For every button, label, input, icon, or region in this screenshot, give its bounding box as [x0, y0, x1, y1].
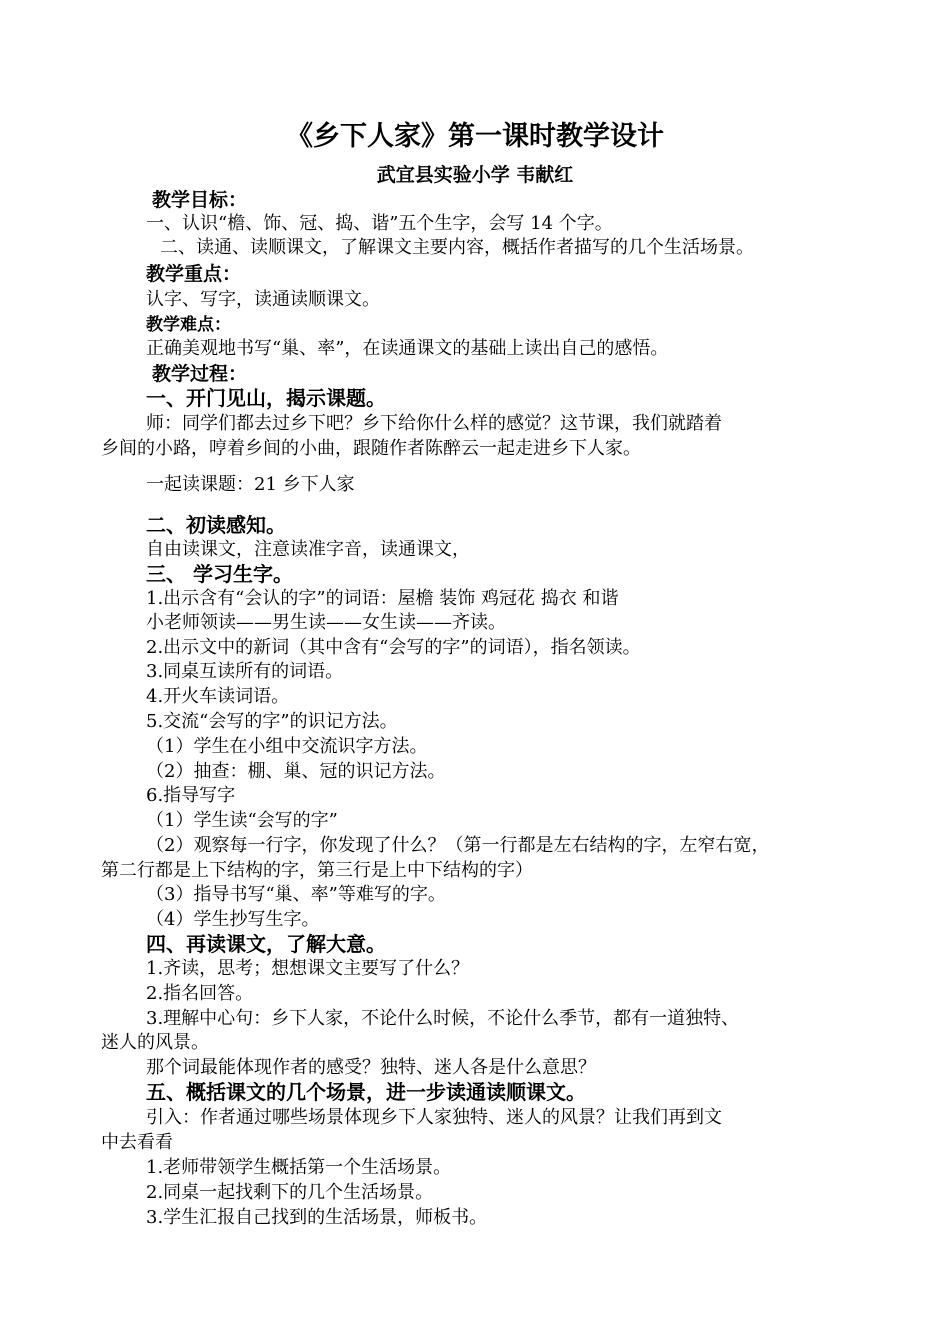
list-item: 5.交流“会写的字”的识记方法。: [146, 711, 398, 732]
goals-heading: 教学目标：: [152, 189, 248, 211]
section-heading: 五、概括课文的几个场景，进一步读通读顺课文。: [146, 1080, 586, 1104]
list-item: （1）学生在小组中交流识字方法。: [146, 736, 428, 757]
list-item: 2.出示文中的新词（其中含有“会写的字”的词语），指名领读。: [146, 637, 641, 658]
list-item: （2）观察每一行字，你发现了什么？（第一行都是左右结构的字，左窄右宽，: [146, 835, 770, 856]
list-item: 1.老师带领学生概括第一个生活场景。: [146, 1157, 452, 1178]
section-heading: 四、再读课文，了解大意。: [146, 932, 386, 956]
list-item: 第二行都是上下结构的字，第三行是上中下结构的字）: [101, 860, 533, 881]
list-item: 2.同桌一起找剩下的几个生活场景。: [146, 1182, 434, 1203]
list-item: 3.同桌互读所有的词语。: [146, 661, 344, 682]
goal-item: 二、读通、读顺课文，了解课文主要内容，概括作者描写的几个生活场景。: [160, 237, 754, 258]
key-points-heading: 教学重点：: [146, 263, 242, 285]
page-title: 《乡下人家》第一课时教学设计: [286, 121, 664, 152]
paragraph-line: 引入：作者通过哪些场景体现乡下人家独特、迷人的风景？让我们再到文: [146, 1107, 722, 1128]
list-item: 1.齐读，思考；想想课文主要写了什么？: [146, 958, 470, 979]
list-item: 迷人的风景。: [101, 1032, 209, 1053]
section-heading: 一、开门见山，揭示课题。: [146, 386, 386, 410]
list-item: 小老师领读——男生读——女生读——齐读。: [146, 612, 506, 633]
paragraph-line: 乡间的小路，哼着乡间的小曲，跟随作者陈醉云一起走进乡下人家。: [101, 438, 641, 459]
difficulties-text: 正确美观地书写“巢、率”，在读通课文的基础上读出自己的感悟。: [146, 338, 669, 359]
list-item: （3）指导书写“巢、率”等难写的字。: [146, 884, 446, 905]
key-points-text: 认字、写字，读通读顺课文。: [146, 289, 380, 310]
paragraph-line: 自由读课文，注意读准字音，读通课文，: [146, 539, 470, 560]
list-item: 2.指名回答。: [146, 983, 254, 1004]
list-item: 那个词最能体现作者的感受？独特、迷人各是什么意思？: [146, 1057, 596, 1078]
difficulties-heading: 教学难点：: [146, 315, 231, 335]
list-item: 3.学生汇报自己找到的生活场景，师板书。: [146, 1207, 488, 1228]
paragraph-line: 中去看看: [101, 1132, 173, 1153]
author-line: 武宜县实验小学 韦献红: [376, 164, 574, 186]
list-item: 6.指导写字: [146, 785, 236, 806]
list-item: （1）学生读“会写的字”: [146, 810, 338, 831]
goal-item: 一、认识“檐、饰、冠、捣、谐”五个生字，会写 14 个字。: [146, 213, 613, 234]
process-heading: 教学过程：: [152, 363, 248, 385]
paragraph-line: 师：同学们都去过乡下吧？乡下给你什么样的感觉？这节课，我们就踏着: [146, 413, 722, 434]
paragraph-line: 一起读课题：21 乡下人家: [146, 474, 355, 495]
section-heading: 三、 学习生字。: [146, 562, 293, 586]
list-item: 4.开火车读词语。: [146, 686, 290, 707]
section-heading: 二、初读感知。: [146, 513, 286, 537]
list-item: （2）抽查：棚、巢、冠的识记方法。: [146, 761, 446, 782]
list-item: （4）学生抄写生字。: [146, 909, 320, 930]
list-item: 3.理解中心句：乡下人家，不论什么时候，不论什么季节，都有一道独特、: [146, 1008, 740, 1029]
list-item: 1.出示含有“会认的字”的词语：屋檐 装饰 鸡冠花 捣衣 和谐: [146, 588, 619, 609]
